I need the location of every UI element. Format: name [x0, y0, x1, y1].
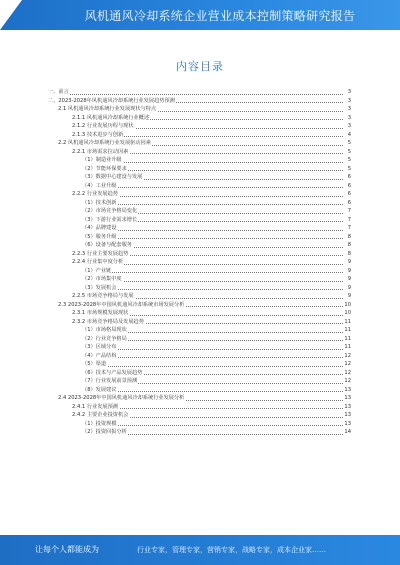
toc-entry[interactable] — [0, 343, 400, 352]
toc-entry[interactable] — [0, 309, 400, 318]
toc-entry-page: 13 — [344, 395, 351, 401]
toc-entry[interactable] — [0, 148, 400, 157]
toc-entry-page: 8 — [347, 242, 351, 248]
toc-entry[interactable] — [0, 335, 400, 344]
toc-entry-label: （1）技术创新 — [82, 199, 117, 206]
toc-entry-page: 4 — [347, 131, 351, 138]
toc-entry-page: 8 — [347, 250, 351, 257]
toc-entry-label: （4）产品结构 — [82, 352, 117, 359]
toc-entry-page: 13 — [344, 403, 351, 410]
toc-entry[interactable] — [0, 233, 400, 242]
toc-entry-label: （5）服务升级 — [82, 233, 117, 240]
toc-entry[interactable] — [0, 258, 400, 267]
toc-entry-page: 9 — [347, 267, 351, 274]
report-title: 风机通风冷却系统企业营业成本控制策略研究报告 — [84, 9, 356, 23]
toc-entry[interactable] — [0, 182, 400, 191]
toc-entry[interactable] — [0, 301, 400, 310]
toc-entry-label: （4）品牌建设 — [82, 225, 117, 231]
toc-entry-page: 7 — [347, 208, 351, 214]
toc-entry-label: （6）设备与配套服务 — [82, 242, 132, 248]
toc-entry[interactable] — [0, 275, 400, 284]
toc-entry[interactable] — [0, 114, 400, 123]
toc-entry-label: （1）投资规模 — [82, 420, 117, 427]
toc-entry-page: 9 — [347, 276, 351, 282]
toc-entry-label: 2.2.1 市场需求拉动因素 — [72, 148, 129, 155]
toc-entry[interactable] — [0, 190, 400, 199]
toc-leader-dots — [82, 272, 343, 273]
toc-leader-dots — [82, 238, 343, 239]
toc-entry[interactable] — [0, 105, 400, 114]
toc-entry-label: （3）数据中心建设与发展 — [82, 174, 143, 180]
toc-entry-page: 10 — [344, 310, 351, 316]
toc-entry-page: 12 — [344, 369, 351, 376]
toc-entry[interactable] — [0, 165, 400, 174]
toc-leader-dots — [82, 391, 343, 392]
toc-entry-page: 11 — [344, 318, 351, 325]
toc-entry-page: 11 — [344, 335, 351, 342]
footer-bar — [0, 535, 400, 565]
toc-entry-page: 12 — [344, 378, 351, 384]
toc-entry[interactable] — [0, 173, 400, 182]
toc-entry-label: 2.1.1 风机通风冷却系统行业概述 — [72, 114, 150, 121]
toc-entry-label: （3）发展机会 — [82, 284, 117, 291]
toc-entry-label: 2.1.3 技术进步与创新 — [72, 131, 124, 138]
toc-entry[interactable] — [0, 199, 400, 208]
footer-slogan: 让每个人都能成为 — [35, 545, 99, 554]
toc-entry[interactable] — [0, 207, 400, 216]
toc-leader-dots — [82, 349, 343, 350]
toc-entry-label: 2.2.5 市场竞争格局与发展 — [72, 293, 134, 299]
toc-entry-page: 8 — [347, 233, 351, 240]
toc-leader-dots — [82, 289, 343, 290]
toc-entry-label: 一、前言 — [48, 89, 69, 95]
toc-entry-label: （2）行业竞争格局 — [82, 335, 127, 342]
toc-entry[interactable] — [0, 241, 400, 250]
toc-entry-label: （3）区域分布 — [82, 344, 117, 350]
footer-roles: 行业专家，管理专家，营销专家，战略专家，成本企业家…… — [137, 546, 326, 554]
toc-entry-page: 6 — [347, 191, 351, 197]
toc-entry[interactable] — [0, 428, 400, 437]
toc-entry-label: （2）节能环保要求 — [82, 165, 127, 172]
toc-entry-page: 6 — [347, 174, 351, 180]
toc-entry-page: 9 — [347, 259, 351, 265]
toc-entry-page: 14 — [344, 429, 351, 435]
toc-entry[interactable] — [0, 377, 400, 386]
toc-entry-page: 11 — [344, 344, 351, 350]
toc-entry-page: 5 — [347, 140, 351, 146]
toc-entry-label: （1）市场格局现状 — [82, 327, 127, 333]
header-bar — [0, 0, 400, 30]
toc-entry-page: 5 — [347, 165, 351, 172]
toc-entry-label: 2.1.2 行业发展历程与现状 — [72, 123, 134, 129]
toc-entry-page: 12 — [344, 361, 351, 367]
toc-entry-page: 5 — [347, 157, 351, 163]
toc-leader-dots — [82, 187, 343, 188]
toc-entry-label: （1）产业链 — [82, 267, 112, 274]
toc-entry-page: 3 — [347, 97, 351, 104]
toc-entry-page: 7 — [347, 216, 351, 223]
toc-entry-page: 3 — [347, 89, 351, 95]
toc-entry[interactable] — [0, 420, 400, 429]
toc-entry-label: （8）发展建议 — [82, 386, 117, 393]
toc-entry[interactable] — [0, 369, 400, 378]
table-of-contents — [0, 88, 400, 437]
toc-entry-label: （5）渠道 — [82, 361, 107, 367]
toc-entry[interactable] — [0, 360, 400, 369]
toc-entry[interactable] — [0, 284, 400, 293]
toc-entry-label: 2.3.1 市场规模发展现状 — [72, 310, 129, 316]
toc-entry[interactable] — [0, 403, 400, 412]
toc-entry-page: 12 — [344, 352, 351, 359]
toc-entry[interactable] — [0, 88, 400, 97]
toc-entry-label: 2.2.4 行业集中度分析 — [72, 259, 124, 265]
toc-entry-page: 5 — [347, 148, 351, 155]
toc-entry[interactable] — [0, 326, 400, 335]
toc-entry-page: 11 — [344, 327, 351, 333]
toc-entry-label: （3）下游行业需求增长 — [82, 216, 138, 223]
toc-entry[interactable] — [0, 318, 400, 327]
toc-leader-dots — [82, 230, 343, 231]
toc-entry-label: 2.4.1 行业发展预测 — [72, 403, 118, 410]
toc-entry-page: 13 — [344, 386, 351, 393]
toc-entry-page: 3 — [347, 123, 351, 129]
toc-entry-page: 9 — [347, 293, 351, 299]
toc-entry-label: 2.3.2 市场竞争格局及发展趋势 — [72, 318, 144, 325]
toc-leader-dots — [82, 366, 343, 367]
toc-entry[interactable] — [0, 292, 400, 301]
toc-title: 内容目录 — [176, 60, 224, 73]
toc-entry-label: （6）技术与产品发展趋势 — [82, 369, 143, 376]
toc-entry-label: 2.2.2 行业发展趋势 — [72, 191, 118, 197]
toc-entry-label: 2.1 风机通风冷却系统行业发展现状与特点 — [58, 106, 157, 112]
toc-entry[interactable] — [0, 131, 400, 140]
toc-leader-dots — [82, 425, 343, 426]
toc-entry-label: （2）投资回报分析 — [82, 429, 127, 435]
toc-entry-page: 7 — [347, 225, 351, 231]
toc-entry[interactable] — [0, 352, 400, 361]
toc-entry-page: 9 — [347, 284, 351, 291]
toc-entry-page: 6 — [347, 182, 351, 189]
toc-entry[interactable] — [0, 216, 400, 225]
toc-entry[interactable] — [0, 224, 400, 233]
toc-entry-label: 二、2023-2028年风机通风冷却系统行业发展趋势预测 — [48, 97, 175, 104]
toc-entry[interactable] — [0, 394, 400, 403]
toc-entry[interactable] — [0, 250, 400, 259]
toc-entry-page: 3 — [347, 106, 351, 112]
toc-entry-label: 2.2.3 行业主要发展趋势 — [72, 250, 129, 257]
toc-entry-label: （4）工业升级 — [82, 182, 117, 189]
toc-entry-label: （2）市场竞争格局变化 — [82, 208, 138, 214]
toc-leader-dots — [82, 357, 343, 358]
toc-entry-page: 10 — [344, 301, 351, 308]
toc-entry[interactable] — [0, 97, 400, 106]
toc-entry-label: 2.4 2023-2028年中国风机通风冷却系统行业发展分析 — [58, 395, 185, 401]
toc-entry[interactable] — [0, 411, 400, 420]
toc-leader-dots — [82, 204, 343, 205]
toc-entry-label: 2.3 2023-2028年中国风机通风冷却系统市场发展分析 — [58, 301, 185, 308]
toc-entry[interactable] — [0, 267, 400, 276]
toc-entry-label: 2.2 风机通风冷却系统行业发展驱动因素 — [58, 140, 151, 146]
toc-entry-label: 2.4.2 主要企业投资机会 — [72, 412, 129, 418]
toc-entry-label: （1）制造业升级 — [82, 157, 122, 163]
header-corner-decoration — [0, 0, 22, 30]
toc-entry[interactable] — [0, 139, 400, 148]
toc-entry[interactable] — [0, 386, 400, 395]
toc-entry-page: 6 — [347, 199, 351, 206]
toc-entry-label: （7）行业发展前景预测 — [82, 378, 138, 384]
toc-entry-label: （2）市场集中度 — [82, 276, 122, 282]
toc-entry-page: 13 — [344, 420, 351, 427]
toc-entry[interactable] — [0, 156, 400, 165]
toc-entry-page: 3 — [347, 114, 351, 121]
toc-entry-page: 13 — [344, 412, 351, 418]
toc-entry[interactable] — [0, 122, 400, 131]
toc-leader-dots — [48, 94, 343, 95]
